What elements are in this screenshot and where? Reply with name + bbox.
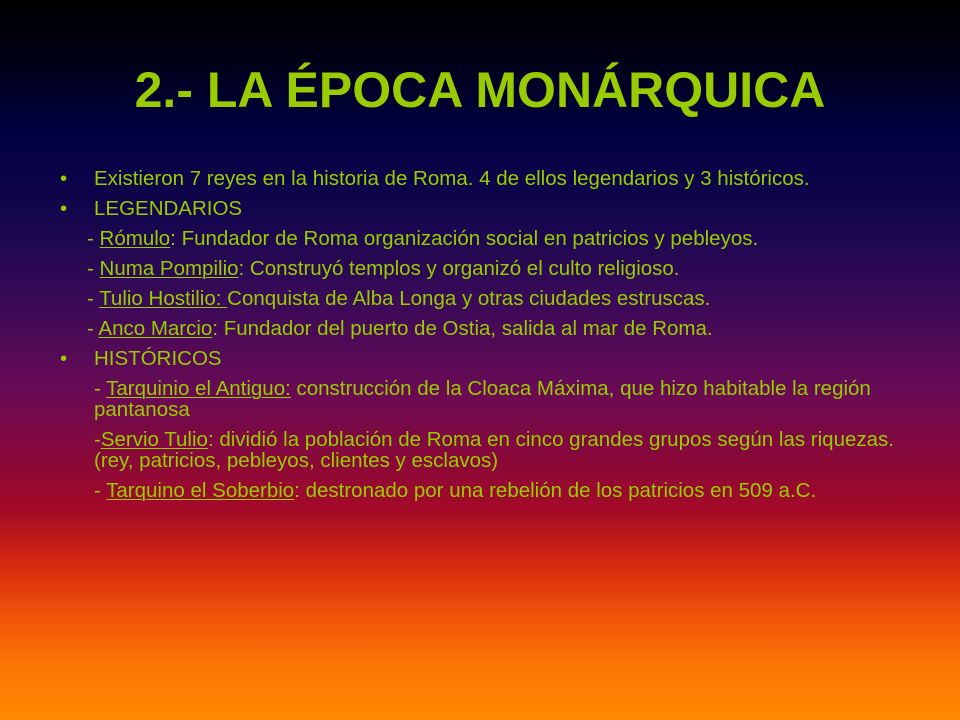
- king-item-tulio-hostilio: [60, 288, 920, 309]
- bullet-legendarios: [60, 198, 920, 219]
- king-name-tulio-hostilio: Tulio Hostilio:: [99, 287, 228, 310]
- king-item-tarquino-el-soberbio: [60, 480, 920, 501]
- king-desc-numa-pompilio: : Construyó templos y organizó el culto religioso.: [238, 257, 680, 280]
- bullet-historicos: [60, 348, 920, 369]
- bullet-dot: •: [60, 347, 68, 370]
- king-name-tarquino-el-soberbio: Tarquino el Soberbio: [106, 479, 295, 502]
- bullet-dot: •: [60, 167, 68, 190]
- bullet-dot: •: [60, 197, 68, 220]
- king-dash: -: [87, 317, 99, 340]
- historicos-heading: HISTÓRICOS: [94, 347, 222, 370]
- king-dash: -: [94, 479, 107, 502]
- king-name-tarquinio-el-antiguo: Tarquinio el Antiguo:: [106, 377, 291, 400]
- slide-content: [60, 168, 920, 510]
- king-item-tarquinio-el-antiguo: [60, 378, 920, 420]
- king-dash: -: [87, 257, 100, 280]
- king-dash: -: [94, 377, 107, 400]
- king-item-romulo: [60, 228, 920, 249]
- king-dash: -: [94, 428, 101, 451]
- king-desc-tulio-hostilio: Conquista de Alba Longa y otras ciudades estruscas.: [227, 287, 711, 310]
- king-desc-anco-marcio: : Fundador del puerto de Ostia, salida al mar de Roma.: [212, 317, 713, 340]
- king-item-anco-marcio: [60, 318, 920, 339]
- king-item-numa-pompilio: [60, 258, 920, 279]
- king-desc-servio-tulio: : dividió la población de Roma en cinco grandes grupos según las riquezas. (rey, patricios, pebleyos, clientes y esclavos): [94, 428, 894, 472]
- bullet-intro: [60, 168, 920, 189]
- king-name-numa-pompilio: Numa Pompilio: [99, 257, 239, 280]
- king-dash: -: [87, 227, 100, 250]
- king-name-romulo: Rómulo: [99, 227, 171, 250]
- king-desc-tarquinio-el-antiguo: construcción de la Cloaca Máxima, que hizo habitable la región pantanosa: [94, 377, 871, 421]
- intro-text: Existieron 7 reyes en la historia de Roma. 4 de ellos legendarios y 3 históricos.: [94, 167, 810, 190]
- king-desc-tarquino-el-soberbio: : destronado por una rebelión de los patricios en 509 a.C.: [294, 479, 817, 502]
- slide-title: 2.- LA ÉPOCA MONÁRQUICA: [134, 62, 826, 118]
- king-name-anco-marcio: Anco Marcio: [98, 317, 213, 340]
- king-name-servio-tulio: Servio Tulio: [100, 428, 208, 451]
- king-item-servio-tulio: [60, 429, 920, 471]
- king-desc-romulo: : Fundador de Roma organización social en patricios y pebleyos.: [170, 227, 759, 250]
- king-dash: -: [87, 287, 100, 310]
- legendarios-heading: LEGENDARIOS: [94, 197, 243, 220]
